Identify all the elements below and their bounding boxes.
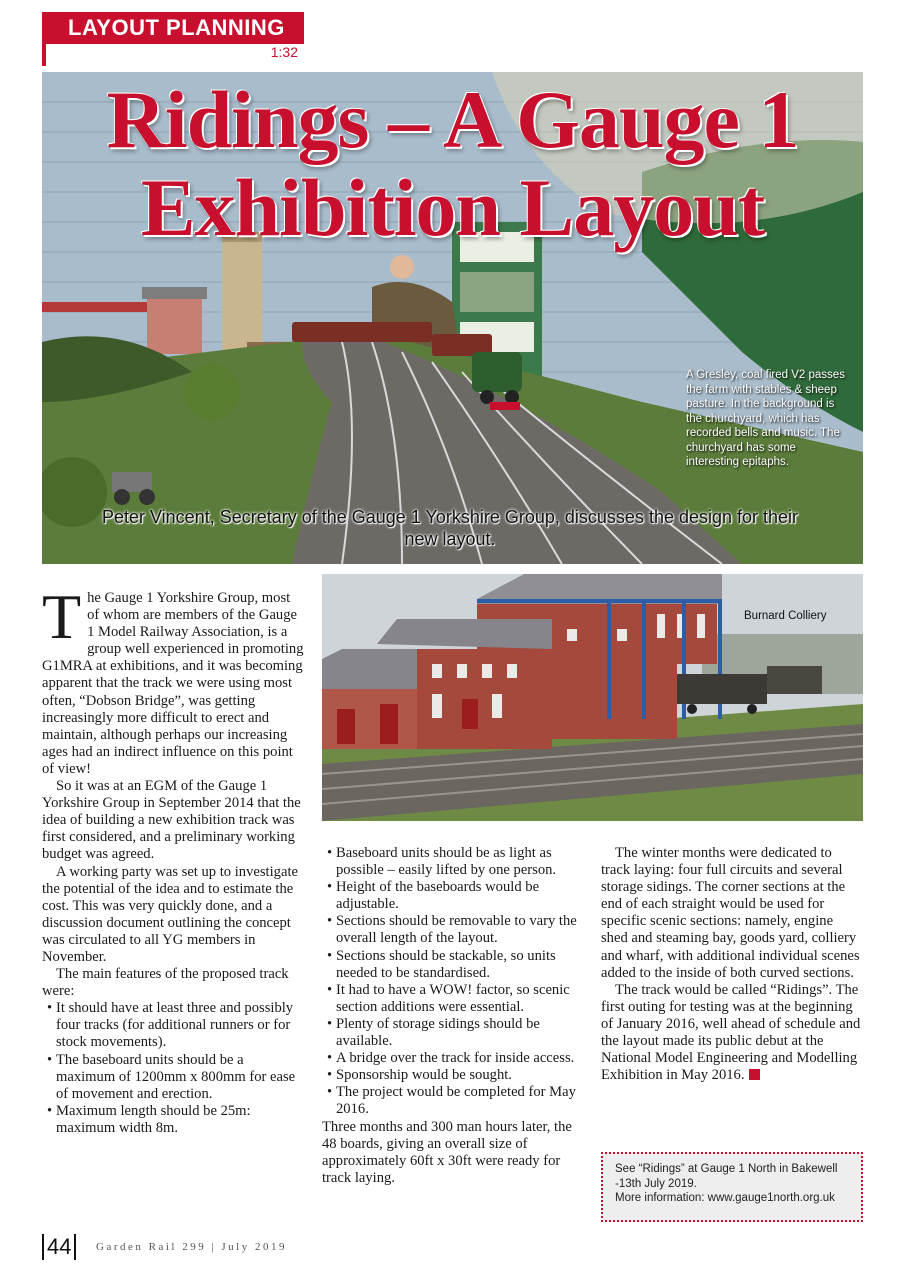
article-paragraph: So it was at an EGM of the Gauge 1 Yorkshire Group in September 2014 that the idea of building a new exhibition track was first considered, and a preliminary working budget was agreed. (42, 778, 301, 863)
features-list (42, 1000, 304, 1137)
list-item: • Plenty of storage sidings should be available. (322, 1016, 584, 1050)
article-paragraph (42, 581, 304, 778)
article-paragraph: Three months and 300 man hours later, the 48 boards, giving an overall size of approximately 60ft x 30ft were ready for track laying. (322, 1118, 572, 1186)
list-item: • A bridge over the track for inside access. (322, 1050, 584, 1067)
end-of-article-mark (749, 1069, 760, 1080)
event-info-box (601, 1152, 863, 1222)
colliery-photo-caption: Burnard Colliery (744, 610, 827, 622)
article-standfirst: Peter Vincent, Secretary of the Gauge 1 Yorkshire Group, discusses the design for their new layout. (101, 507, 799, 549)
article-headline: Ridings – A Gauge 1 Exhibition Layout (106, 74, 799, 253)
article-paragraph (601, 982, 863, 1085)
list-item: • The baseboard units should be a maximum of 1200mm x 800mm for ease of movement and erection. (42, 1052, 304, 1103)
list-item: • It had to have a WOW! factor, so scenic section additions were essential. (322, 982, 584, 1016)
features-list-continued (322, 845, 584, 1119)
magazine-issue-info: Garden Rail 299 | July 2019 (96, 1241, 287, 1253)
article-paragraph: The main features of the proposed track were: (42, 966, 289, 1000)
paragraph-text: he Gauge 1 Yorkshire Group, most of whom are members of the Gauge 1 Model Railway Association, is a group well experienced in promoting G1MRA at exhibitions, and it was becoming apparent that the track we were using most often, “Dobson Bridge”, was getting increasingly more difficult to erect and maintain, although perhaps our increasing ages had an indirect influence on this point of view! (42, 590, 304, 777)
hero-photo-caption: A Gresley, coal fired V2 passes the farm with stables & sheep pasture. In the background is the churchyard, which has recorded bells and music. The churchyard has some interesting epitaphs. (686, 369, 845, 468)
list-item: • It should have at least three and possibly four tracks (for additional runners or for stock movements). (42, 1000, 304, 1051)
event-info-text: See “Ridings” at Gauge 1 North in Bakewell -13th July 2019. (615, 1163, 838, 1190)
scale-label: 1:32 (270, 44, 298, 60)
article-column-3 (601, 845, 863, 1084)
drop-cap: T (42, 581, 82, 652)
page-number: 44 (42, 1234, 76, 1260)
list-item: • Sections should be stackable, so units needed to be standardised. (322, 948, 584, 982)
list-item: • Sponsorship would be sought. (322, 1067, 584, 1084)
article-paragraph: The winter months were dedicated to track laying: four full circuits and several storage sidings. The corner sections at the end of each straight would be used for specific scenic sections: namely, engine shed and steaming bay, goods yard, colliery and wharf, with additional individual scenes added to the inside of both curved sections. (601, 845, 860, 981)
list-item: • Baseboard units should be as light as possible – easily lifted by one person. (322, 845, 584, 879)
list-item: • Maximum length should be 25m: maximum width 8m. (42, 1103, 304, 1137)
article-paragraph: A working party was set up to investigate the potential of the idea and to estimate the cost. This was very quickly done, and a discussion document outlining the concept was circulated to all YG members in November. (42, 863, 298, 965)
list-item: • Height of the baseboards would be adjustable. (322, 879, 584, 913)
event-info-link[interactable]: More information: www.gauge1north.org.uk (615, 1192, 835, 1204)
article-column-2 (322, 845, 584, 1187)
list-item: • Sections should be removable to vary the overall length of the layout. (322, 913, 584, 947)
section-label: LAYOUT PLANNING (42, 12, 304, 44)
article-column-1 (42, 581, 304, 1137)
paragraph-text: The track would be called “Ridings”. The first outing for testing was at the beginning of January 2016, well ahead of schedule and the layout made its public debut at the National Model Engineering and Modelling Exhibition in May 2016. (601, 981, 861, 1084)
list-item: • The project would be completed for May 2016. (322, 1084, 584, 1118)
